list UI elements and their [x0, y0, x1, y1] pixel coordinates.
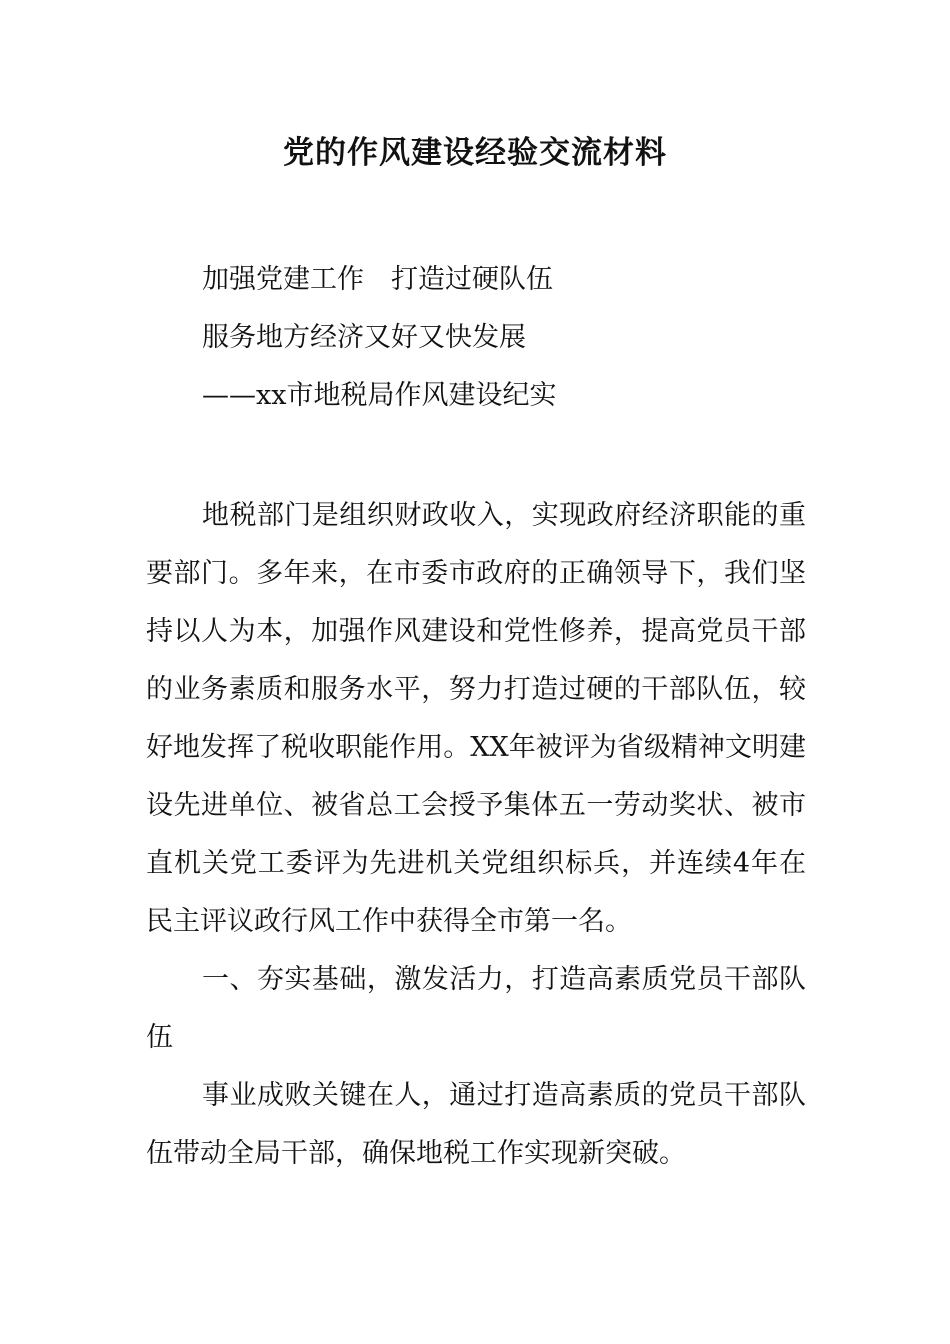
section-heading-1: 一、夯实基础，激发活力，打造高素质党员干部队伍 — [146, 964, 806, 1053]
subtitle-line-2: 服务地方经济又好又快发展 — [202, 322, 526, 353]
body-paragraph-intro: 地税部门是组织财政收入，实现政府经济职能的重要部门。多年来，在市委市政府的正确领导下，我们坚持以人为本，加强作风建设和党性修养，提高党员干部的业务素质和服务水平，努力打造过硬的干部队伍，较好地发挥了税收职能作用。XX年被评为省级精神文明建设先进单位、被省总工会授予集体五一劳动奖状、被市直机关党工委评为先进机关党组织标兵，并连续4年在民主评议政行风工作中获得全市第一名。 — [146, 500, 806, 937]
body-paragraph-section-1: 事业成败关键在人，通过打造高素质的党员干部队伍带动全局干部，确保地税工作实现新突破。 — [146, 1080, 806, 1169]
subtitle-line-1: 加强党建工作 打造过硬队伍 — [202, 264, 553, 295]
document-title: 党的作风建设经验交流材料 — [283, 135, 667, 171]
subtitle-line-3: ——xx市地税局作风建设纪实 — [202, 380, 557, 411]
document-body — [146, 487, 806, 1183]
